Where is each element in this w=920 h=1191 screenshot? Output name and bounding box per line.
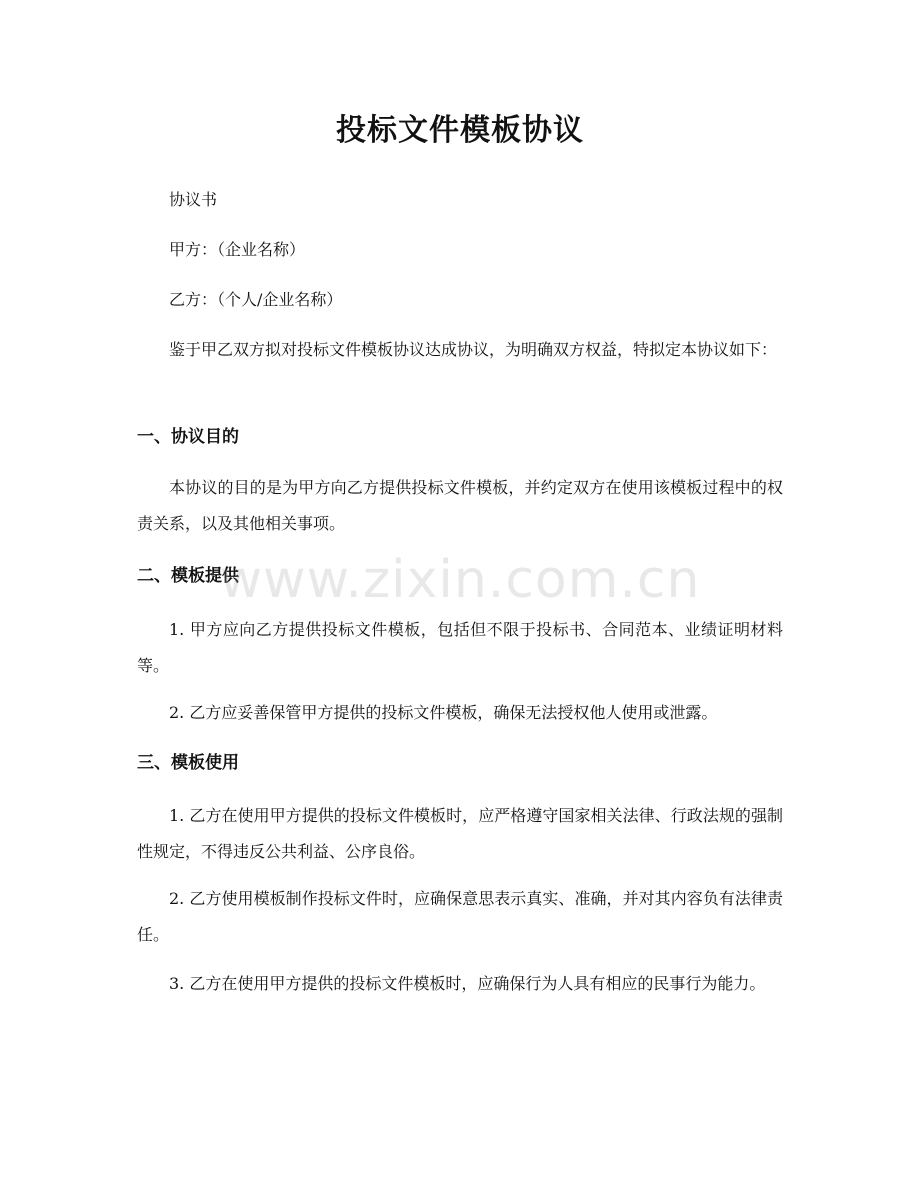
section-paragraph: 3. 乙方在使用甲方提供的投标文件模板时，应确保行为人具有相应的民事行为能力。 [169,974,766,993]
party-a-line: 甲方：（企业名称） [169,240,306,259]
agreement-label: 协议书 [169,190,218,209]
section-paragraph: 1. 甲方应向乙方提供投标文件模板，包括但不限于投标书、合同范本、业绩证明材料等。 [137,620,783,675]
section-heading-provision: 二、模板提供 [137,566,239,586]
document-title: 投标文件模板协议 [336,113,584,148]
party-b-line: 乙方：（个人/企业名称） [169,290,343,309]
section-heading-usage: 三、模板使用 [137,753,239,773]
section-heading-purpose: 一、协议目的 [137,427,239,447]
section-paragraph: 2. 乙方使用模板制作投标文件时，应确保意思表示真实、准确，并对其内容负有法律责任。 [137,889,783,944]
preamble-paragraph: 鉴于甲乙双方拟对投标文件模板协议达成协议，为明确双方权益，特拟定本协议如下： [169,340,778,359]
section-paragraph: 1. 乙方在使用甲方提供的投标文件模板时，应严格遵守国家相关法律、行政法规的强制性规定，不得违反公共利益、公序良俗。 [137,806,783,861]
section-paragraph: 本协议的目的是为甲方向乙方提供投标文件模板，并约定双方在使用该模板过程中的权责关系，以及其他相关事项。 [137,478,783,533]
section-paragraph: 2. 乙方应妥善保管甲方提供的投标文件模板，确保无法授权他人使用或泄露。 [169,703,718,722]
watermark: www.zixin.com.cn [219,550,701,610]
